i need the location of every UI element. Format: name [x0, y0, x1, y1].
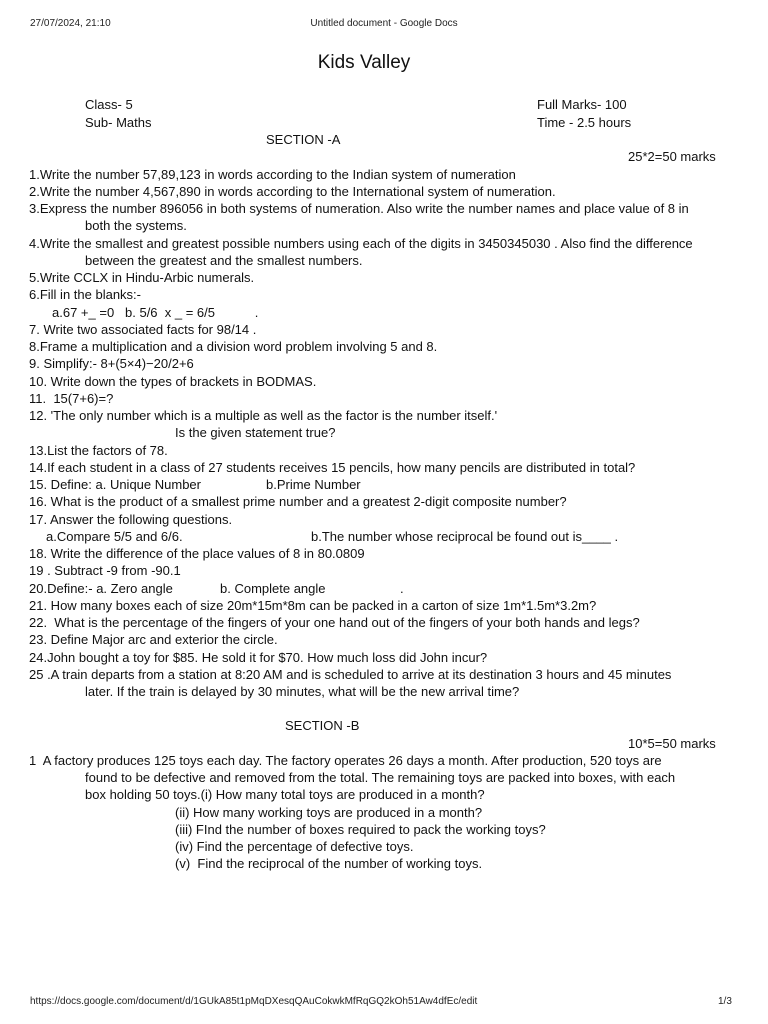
section-b-heading: SECTION -B [285, 718, 360, 733]
question-8: 8.Frame a multiplication and a division word problem involving 5 and 8. [29, 339, 438, 354]
question-10: 10. Write down the types of brackets in BODMAS. [29, 374, 317, 389]
question-25-continued: later. If the train is delayed by 30 minutes, what will be the new arrival time? [85, 684, 520, 699]
class-label: Class- 5 [85, 97, 133, 112]
question-20: 20.Define:- a. Zero angle [29, 581, 173, 596]
question-19: 19 . Subtract -9 from -90.1 [29, 563, 181, 578]
section-a-marks: 25*2=50 marks [628, 149, 716, 164]
question-17: 17. Answer the following questions. [29, 512, 233, 527]
question-23: 23. Define Major arc and exterior the circle. [29, 632, 278, 647]
section-b-question-1-part-v: (v) Find the reciprocal of the number of working toys. [175, 856, 483, 871]
print-header-title: Untitled document - Google Docs [310, 18, 458, 29]
question-18: 18. Write the difference of the place values of 8 in 80.0809 [29, 546, 365, 561]
question-24: 24.John bought a toy for $85. He sold it for $70. How much loss did John incur? [29, 650, 488, 665]
question-25: 25 .A train departs from a station at 8:20 AM and is scheduled to arrive at its destination 3 hours and 45 minutes [29, 667, 672, 682]
question-2: 2.Write the number 4,567,890 in words according to the International system of numeration. [29, 184, 556, 199]
question-7: 7. Write two associated facts for 98/14 . [29, 322, 257, 337]
question-20-part-b: b. Complete angle [220, 581, 326, 596]
section-b-question-1-part-iv: (iv) Find the percentage of defective toys. [175, 839, 414, 854]
question-9: 9. Simplify:- 8+(5×4)−20/2+6 [29, 356, 194, 371]
question-12: 12. 'The only number which is a multiple as well as the factor is the number itself.' [29, 408, 498, 423]
question-17-part-b: b.The number whose reciprocal be found out is____ . [311, 529, 619, 544]
question-4: 4.Write the smallest and greatest possible numbers using each of the digits in 3450345030 . Also find the difference [29, 236, 693, 251]
section-b-marks: 10*5=50 marks [628, 736, 716, 751]
question-6-blanks: a.67 +_ =0 b. 5/6 x _ = 6/5 . [52, 305, 259, 320]
section-b-question-1-line-2: found to be defective and removed from the total. The remaining toys are packed into boxes, with each [85, 770, 676, 785]
question-4-continued: between the greatest and the smallest numbers. [85, 253, 363, 268]
subject-label: Sub- Maths [85, 115, 152, 130]
question-12-continued: Is the given statement true? [175, 425, 336, 440]
question-21: 21. How many boxes each of size 20m*15m*8m can be packed in a carton of size 1m*1.5m*3.2m? [29, 598, 597, 613]
section-b-question-1-line-3: box holding 50 toys.(i) How many total toys are produced in a month? [85, 787, 485, 802]
question-6: 6.Fill in the blanks:- [29, 287, 141, 302]
question-11: 11. 15(7+6)=? [29, 391, 114, 406]
question-15: 15. Define: a. Unique Number [29, 477, 201, 492]
question-3: 3.Express the number 896056 in both systems of numeration. Also write the number names and place value of 8 in [29, 201, 689, 216]
question-5: 5.Write CCLX in Hindu-Arbic numerals. [29, 270, 255, 285]
question-15-part-b: b.Prime Number [266, 477, 361, 492]
question-3-continued: both the systems. [85, 218, 187, 233]
full-marks-label: Full Marks- 100 [537, 97, 627, 112]
section-a-heading: SECTION -A [266, 132, 341, 147]
question-17-part-a: a.Compare 5/5 and 6/6. [46, 529, 183, 544]
question-14: 14.If each student in a class of 27 students receives 15 pencils, how many pencils are distributed in total? [29, 460, 636, 475]
question-13: 13.List the factors of 78. [29, 443, 168, 458]
print-footer-page: 1/3 [718, 996, 732, 1007]
section-b-question-1-part-ii: (ii) How many working toys are produced in a month? [175, 805, 483, 820]
print-footer-url: https://docs.google.com/document/d/1GUkA85t1pMqDXesqQAuCokwkMfRqGQ2kOh51Aw4dfEc/edit [30, 996, 478, 1007]
section-b-question-1-part-iii: (iii) FInd the number of boxes required to pack the working toys? [175, 822, 546, 837]
section-b-question-1: 1 A factory produces 125 toys each day. The factory operates 26 days a month. After production, 520 toys are [29, 753, 662, 768]
question-22: 22. What is the percentage of the fingers of your one hand out of the fingers of your both hands and legs? [29, 615, 640, 630]
question-20-dot: . [400, 581, 404, 596]
print-header-datetime: 27/07/2024, 21:10 [30, 18, 111, 29]
time-label: Time - 2.5 hours [537, 115, 632, 130]
question-1: 1.Write the number 57,89,123 in words according to the Indian system of numeration [29, 167, 516, 182]
question-16: 16. What is the product of a smallest prime number and a greatest 2-digit composite number? [29, 494, 567, 509]
school-title: Kids Valley [317, 52, 411, 73]
